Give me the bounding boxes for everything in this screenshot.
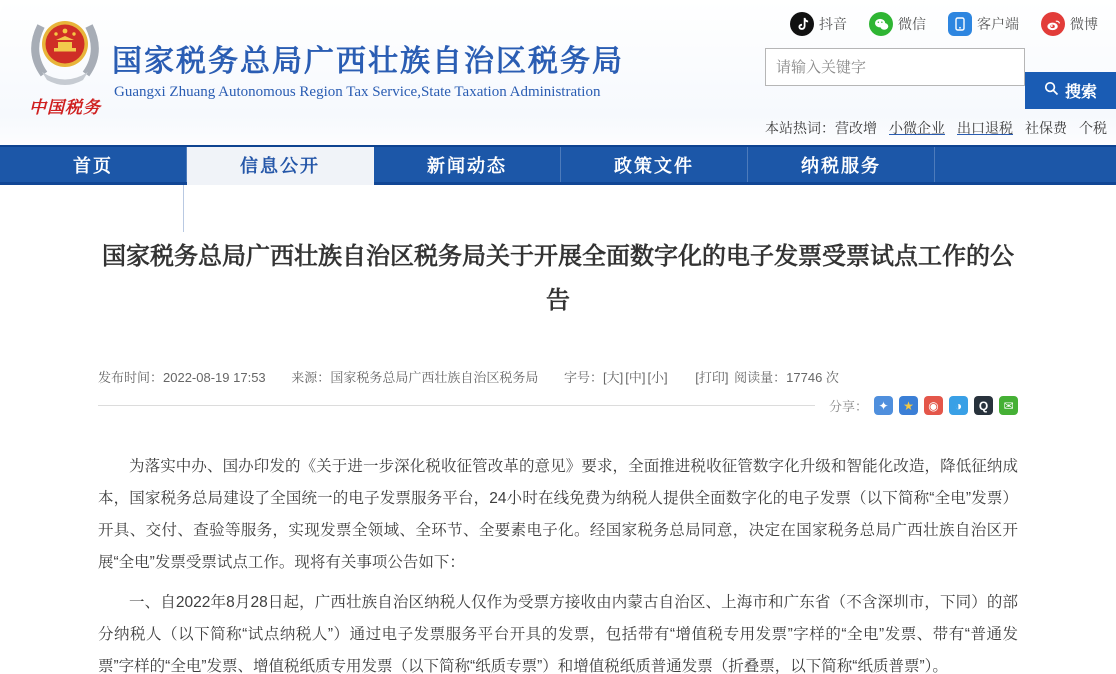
font-size-control: 字号：[大] [中] [小]: [563, 370, 668, 385]
submenu-divider: [183, 185, 184, 232]
nav-item-policy[interactable]: 政策文件: [561, 147, 748, 185]
article-source: 来源：国家税务总局广西壮族自治区税务局: [291, 370, 539, 385]
qq-icon[interactable]: Q: [974, 396, 993, 415]
app-client-icon: [948, 12, 972, 36]
weibo-link[interactable]: [1041, 12, 1098, 36]
hot-word-shebaofei[interactable]: 社保费: [1025, 120, 1067, 136]
article-body: [98, 451, 1018, 674]
site-title: 国家税务总局广西壮族自治区税务局: [112, 45, 624, 78]
wechat-share-icon[interactable]: ✉: [999, 396, 1018, 415]
article-content: [0, 235, 1116, 674]
share-label: 分享：: [828, 399, 868, 414]
douyin-label: 抖音: [819, 16, 847, 32]
print-button[interactable]: [打印]: [695, 370, 729, 385]
wechat-link[interactable]: [869, 12, 926, 36]
nav-filler: [935, 147, 1116, 185]
paragraph-2: 一、自2022年8月28日起，广西壮族自治区纳税人仅作为受票方接收由内蒙古自治区、上海市和广东省（不含深圳市，下同）的部分纳税人（以下简称“试点纳税人”）通过电子发票服务平台开具的发票，包括带有“增值税专用发票”字样的“全电”发票、带有“普通发票”字样的“全电”发票、增值税纸质专用发票（以下简称“纸质专票”）和增值税纸质普通发票（折叠票，以下简称“纸质普票”）。: [98, 594, 1018, 674]
nav-item-home[interactable]: 首页: [0, 147, 187, 185]
douyin-icon: [790, 12, 814, 36]
hot-word-geshui[interactable]: 个税: [1079, 120, 1107, 136]
share-more-icon[interactable]: ✦: [874, 396, 893, 415]
nav-item-info-disclosure[interactable]: 信息公开: [187, 147, 374, 185]
tencent-weibo-icon[interactable]: ◑: [949, 396, 968, 415]
font-size-small-button[interactable]: [小]: [647, 370, 668, 385]
hot-words-label: 本站热词：: [765, 120, 835, 136]
hot-word-yinggaizeng[interactable]: 营改增: [835, 120, 877, 136]
main-nav: [0, 145, 1116, 185]
weibo-icon: [1041, 12, 1065, 36]
paragraph-1: 为落实中办、国办印发的《关于进一步深化税收征管改革的意见》要求，全面推进税收征管数字化升级和智能化改造，降低征纳成本，国家税务总局建设了全国统一的电子发票服务平台，24小时在线免费为纳税人提供全面数字化的电子发票（以下简称“全电”发票）开具、交付、查验等服务，实现发票全领域、全环节、全要素电子化。经国家税务总局同意，决定在国家税务总局广西壮族自治区开展“全电”发票受票试点工作。现将有关事项公告如下：: [98, 458, 1018, 571]
article-title: 国家税务总局广西壮族自治区税务局关于开展全面数字化的电子发票受票试点工作的公告: [102, 243, 1014, 314]
wechat-label: 微信: [898, 16, 926, 32]
social-links: [790, 12, 1098, 36]
wechat-icon: [869, 12, 893, 36]
weibo-label: 微博: [1070, 16, 1098, 32]
site-subtitle: Guangxi Zhuang Autonomous Region Tax Service,State Taxation Administration: [114, 84, 601, 100]
font-size-large-button[interactable]: [大]: [602, 370, 624, 385]
app-client-link[interactable]: [948, 12, 1019, 36]
hot-words: [765, 118, 1116, 138]
search-input[interactable]: [766, 49, 1024, 85]
article-meta: [98, 367, 1018, 386]
nav-item-news[interactable]: 新闻动态: [374, 147, 561, 185]
site-logo: [22, 14, 108, 118]
app-client-label: 客户端: [977, 16, 1019, 32]
meta-divider-line: [98, 405, 815, 406]
search-button[interactable]: [1025, 72, 1116, 109]
share-icons: [874, 396, 1018, 415]
nav-item-tax-service[interactable]: 纳税服务: [748, 147, 935, 185]
weibo-share-icon[interactable]: ◉: [924, 396, 943, 415]
site-header: [0, 0, 1116, 145]
qzone-icon[interactable]: ★: [899, 396, 918, 415]
font-size-medium-button[interactable]: [中]: [625, 370, 646, 385]
search-button-label: 搜索: [1064, 84, 1097, 101]
tax-emblem-icon: [25, 77, 105, 94]
logo-text: 中国税务: [29, 98, 101, 117]
publish-time: 发布时间：2022-08-19 17:53: [98, 370, 266, 385]
share-row: [98, 396, 1018, 415]
hot-word-chukoutuishui[interactable]: 出口退税: [957, 120, 1013, 136]
search-icon: [1044, 81, 1059, 101]
view-count: 阅读量：17746 次: [734, 370, 839, 385]
search-box: [765, 48, 1025, 86]
hot-word-xiaoweiqiye[interactable]: 小微企业: [889, 120, 945, 136]
douyin-link[interactable]: [790, 12, 847, 36]
